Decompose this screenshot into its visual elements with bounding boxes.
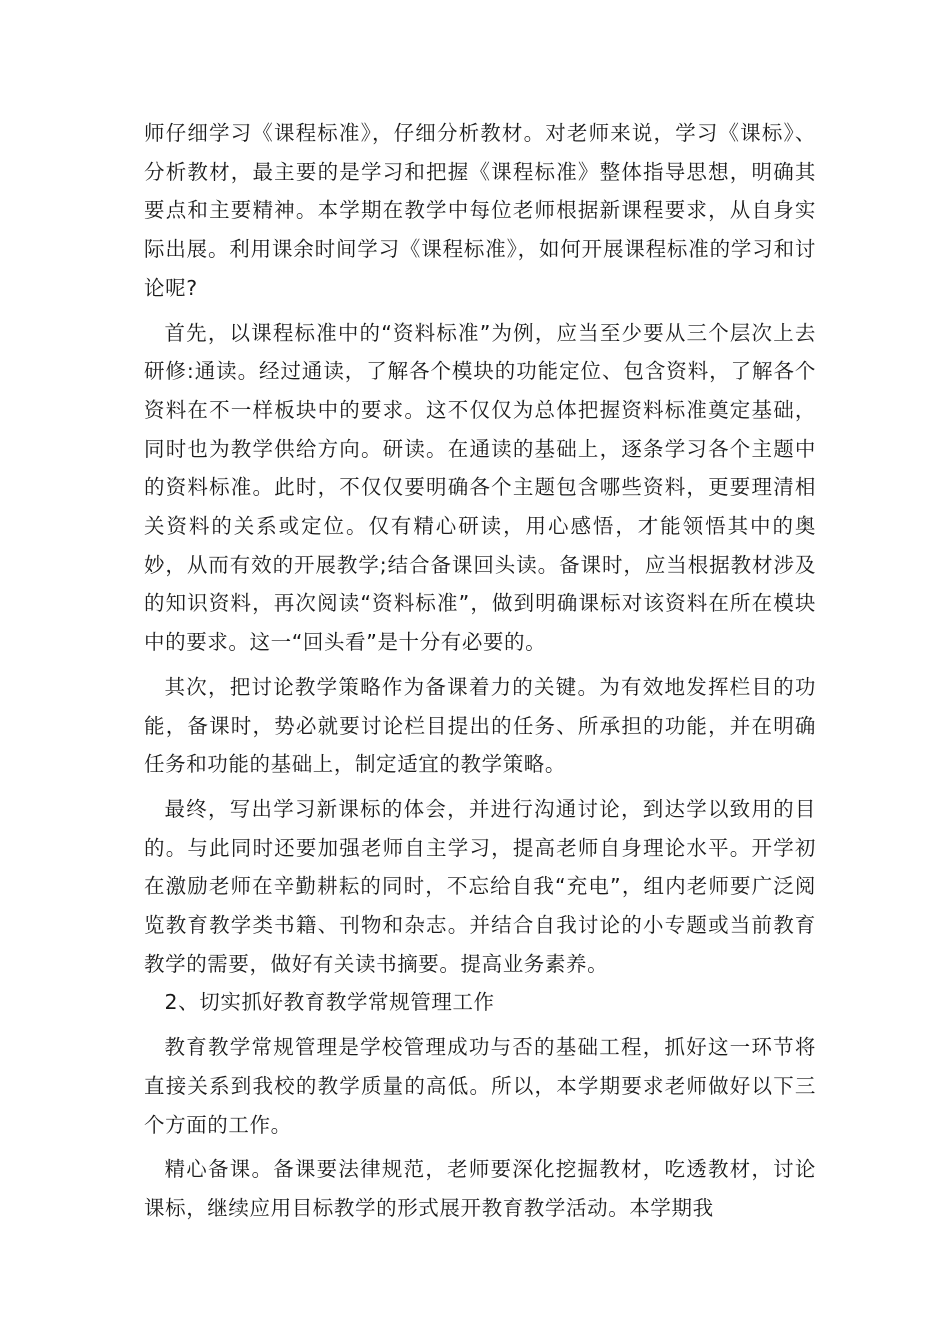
document-body (144, 114, 816, 1228)
paragraph-continuation: 师仔细学习《课程标准》，仔细分析教材。对老师来说，学习《课标》、分析教材，最主要的是学习和把握《课程标准》整体指导思想，明确其要点和主要精神。本学期在教学中每位老师根据新课程要求，从自身实际出展。利用课余时间学习《课程标准》，如何开展课程标准的学习和讨论呢? (144, 121, 816, 300)
paragraph-second: 其次，把讨论教学策略作为备课着力的关键。为有效地发挥栏目的功能，备课时，势必就要讨论栏目提出的任务、所承担的功能，并在明确任务和功能的基础上，制定适宜的教学策略。 (144, 674, 816, 777)
section-heading: 2、切实抓好教育教学常规管理工作 (164, 990, 495, 1015)
paragraph-lesson-prep: 精心备课。备课要法律规范，老师要深化挖掘教材，吃透教材，讨论课标，继续应用目标教学的形式展开教育教学活动。本学期我 (144, 1157, 816, 1220)
paragraph-first: 首先，以课程标准中的“资料标准”为例，应当至少要从三个层次上去研修:通读。经过通读，了解各个模块的功能定位、包含资料，了解各个资料在不一样板块中的要求。这不仅仅为总体把握资料标准奠定基础，同时也为教学供给方向。研读。在通读的基础上，逐条学习各个主题中的资料标准。此时，不仅仅要明确各个主题包含哪些资料，更要理清相关资料的关系或定位。仅有精心研读，用心感悟，才能领悟其中的奥妙，从而有效的开展教学;结合备课回头读。备课时，应当根据教材涉及的知识资料，再次阅读“资料标准”，做到明确课标对该资料在所在模块中的要求。这一“回头看”是十分有必要的。 (144, 320, 816, 655)
paragraph-routine-management: 教育教学常规管理是学校管理成功与否的基础工程，抓好这一环节将直接关系到我校的教学质量的高低。所以，本学期要求老师做好以下三个方面的工作。 (144, 1035, 816, 1137)
paragraph-final: 最终，写出学习新课标的体会，并进行沟通讨论，到达学以致用的目的。与此同时还要加强老师自主学习，提高老师自身理论水平。开学初在激励老师在辛勤耕耘的同时，不忘给自我“充电”，组内老师要广泛阅览教育教学类书籍、刊物和杂志。并结合自我讨论的小专题或当前教育教学的需要，做好有关读书摘要。提高业务素养。 (144, 796, 816, 976)
